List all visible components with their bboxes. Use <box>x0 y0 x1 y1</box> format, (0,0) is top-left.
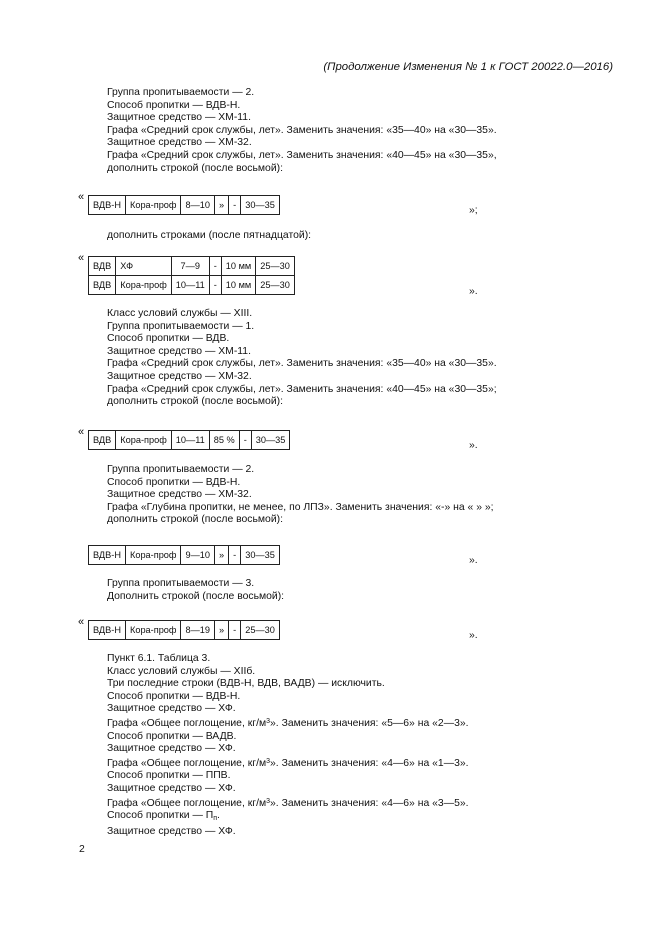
table-cell: 25—30 <box>241 621 280 640</box>
table-cell: Кора-проф <box>116 431 172 450</box>
text-line: Способ пропитки — $П_п$. <box>107 810 220 823</box>
text-block-3 <box>107 308 497 409</box>
text-line: Способ пропитки — ВДВ-Н. <box>107 99 241 111</box>
text-line: Способ пропитки — ВДВ-Н. <box>107 476 241 488</box>
table-cell: 85 % <box>209 431 239 450</box>
text-fragment: ». Заменить значения: «5—6» на «2—3». <box>270 717 469 729</box>
subscript: п <box>213 815 217 823</box>
text-line: дополнить строкой (после восьмой): <box>107 514 283 526</box>
page-number: 2 <box>79 844 85 855</box>
text-line: дополнить строкой (после восьмой): <box>107 396 283 408</box>
table-cell: ВДВ-Н <box>89 621 126 640</box>
text-block-2 <box>107 230 311 243</box>
table-row <box>89 546 280 565</box>
close-quote: ». <box>469 440 478 451</box>
table-cell: 10—11 <box>171 431 209 450</box>
table-cell: - <box>229 546 241 565</box>
text-line: Графа «Глубина пропитки, не менее, по ЛПЗ». Заменить значения: «-» на « » »; <box>107 501 494 513</box>
table-row <box>89 196 280 215</box>
table-cell: 10—11 <box>171 276 209 295</box>
open-quote: « <box>78 252 85 264</box>
text-line: Защитное средство — ХМ-11. <box>107 345 251 357</box>
text-line <box>107 756 469 771</box>
table-cell: ВДВ-Н <box>89 546 126 565</box>
insert-table-3 <box>88 430 290 450</box>
table-cell: 30—35 <box>241 196 280 215</box>
table-cell: » <box>215 621 229 640</box>
insert-table-5 <box>88 620 280 640</box>
text-line: Пункт 6.1. Таблица 3. <box>107 653 211 664</box>
table-cell: Кора-проф <box>116 276 172 295</box>
text-line: Графа «Средний срок службы, лет». Заменить значения: «40—45» на «30—35»; <box>107 383 497 395</box>
insert-table-2 <box>88 256 295 295</box>
text-line <box>107 716 469 731</box>
text-line: Группа пропитываемости — 3. <box>107 578 255 589</box>
text-line: Защитное средство — ХМ-32. <box>107 370 252 382</box>
text-block-5 <box>107 578 284 603</box>
table-cell: Кора-проф <box>125 621 181 640</box>
table-cell: 30—35 <box>241 546 280 565</box>
superscript: 3 <box>266 797 271 805</box>
text-line: Класс условий службы — XIII. <box>107 308 253 319</box>
table-cell: 9—10 <box>181 546 215 565</box>
close-quote: ». <box>469 630 478 641</box>
text-line: Защитное средство — ХФ. <box>107 782 236 794</box>
table-cell: 30—35 <box>251 431 290 450</box>
text-line: Графа «Средний срок службы, лет». Заменить значения: «35—40» на «30—35». <box>107 124 497 136</box>
table-row <box>89 431 290 450</box>
table-cell: 8—19 <box>181 621 215 640</box>
text-line: Защитное средство — ХМ-32. <box>107 489 252 501</box>
text-line <box>107 796 469 811</box>
superscript: 3 <box>266 757 271 765</box>
table-cell: - <box>229 196 241 215</box>
open-quote: « <box>78 616 85 628</box>
close-quote: »; <box>469 205 478 216</box>
text-line: дополнить строкой (после восьмой): <box>107 162 283 174</box>
text-line: Способ пропитки — ВДВ. <box>107 333 230 345</box>
table-cell: - <box>229 621 241 640</box>
open-quote: « <box>78 191 85 203</box>
insert-table-1 <box>88 195 280 215</box>
table-cell: Кора-проф <box>125 546 181 565</box>
text-line: дополнить строками (после пятнадцатой): <box>107 230 312 241</box>
text-line: Защитное средство — ХМ-11. <box>107 112 251 124</box>
text-line: Группа пропитываемости — 2. <box>107 87 255 98</box>
text-line: Три последние строки (ВДВ-Н, ВДВ, ВАДВ) — исключить. <box>107 678 385 690</box>
table-cell: ХФ <box>116 257 172 276</box>
table-cell: - <box>209 257 221 276</box>
table-cell: 10 мм <box>221 257 255 276</box>
text-line: Защитное средство — ХФ. <box>107 825 236 837</box>
table-row <box>89 621 280 640</box>
table-cell: » <box>215 196 229 215</box>
table-cell: 7—9 <box>171 257 209 276</box>
text-fragment: Графа «Общее поглощение, кг/м <box>107 757 267 769</box>
table-cell: - <box>239 431 251 450</box>
table-cell: » <box>215 546 229 565</box>
text-line: Защитное средство — ХФ. <box>107 743 236 755</box>
page-header: (Продолжение Изменения № 1 к ГОСТ 20022.0—2016) <box>323 61 613 73</box>
table-cell: ВДВ-Н <box>89 196 126 215</box>
text-line: Класс условий службы — XIIб. <box>107 665 256 677</box>
table-cell: Кора-проф <box>125 196 181 215</box>
text-block-1 <box>107 87 497 175</box>
text-line: Графа «Средний срок службы, лет». Заменить значения: «35—40» на «30—35». <box>107 358 497 370</box>
open-quote: « <box>78 426 85 438</box>
text-fragment: Способ пропитки — П <box>107 810 214 822</box>
text-line: Защитное средство — ХМ-32. <box>107 137 252 149</box>
table-cell: 25—30 <box>256 276 295 295</box>
close-quote: ». <box>469 555 478 566</box>
text-line: Дополнить строкой (после восьмой): <box>107 590 285 602</box>
text-line: Графа «Средний срок службы, лет». Заменить значения: «40—45» на «30—35», <box>107 149 497 161</box>
table-cell: 8—10 <box>181 196 215 215</box>
text-line: Группа пропитываемости — 2. <box>107 464 255 475</box>
text-block-6 <box>107 653 469 838</box>
table-cell: 25—30 <box>256 257 295 276</box>
text-line: Способ пропитки — ВДВ-Н. <box>107 690 241 702</box>
text-fragment: Графа «Общее поглощение, кг/м <box>107 717 267 729</box>
table-cell: ВДВ <box>89 257 116 276</box>
text-block-4 <box>107 464 494 527</box>
text-line: Способ пропитки — ВАДВ. <box>107 730 237 742</box>
text-fragment: ». Заменить значения: «4—6» на «3—5». <box>270 797 469 809</box>
close-quote: ». <box>469 286 478 297</box>
insert-table-4 <box>88 545 280 565</box>
text-line: Способ пропитки — ППВ. <box>107 770 231 782</box>
text-line: Защитное средство — ХФ. <box>107 703 236 715</box>
table-row <box>89 276 295 295</box>
text-fragment: Графа «Общее поглощение, кг/м <box>107 797 267 809</box>
table-cell: - <box>209 276 221 295</box>
table-row <box>89 257 295 276</box>
text-fragment: ». Заменить значения: «4—6» на «1—3». <box>270 757 469 769</box>
text-line: Группа пропитываемости — 1. <box>107 320 255 332</box>
table-cell: ВДВ <box>89 276 116 295</box>
superscript: 3 <box>266 717 271 725</box>
table-cell: 10 мм <box>221 276 255 295</box>
table-cell: ВДВ <box>89 431 116 450</box>
